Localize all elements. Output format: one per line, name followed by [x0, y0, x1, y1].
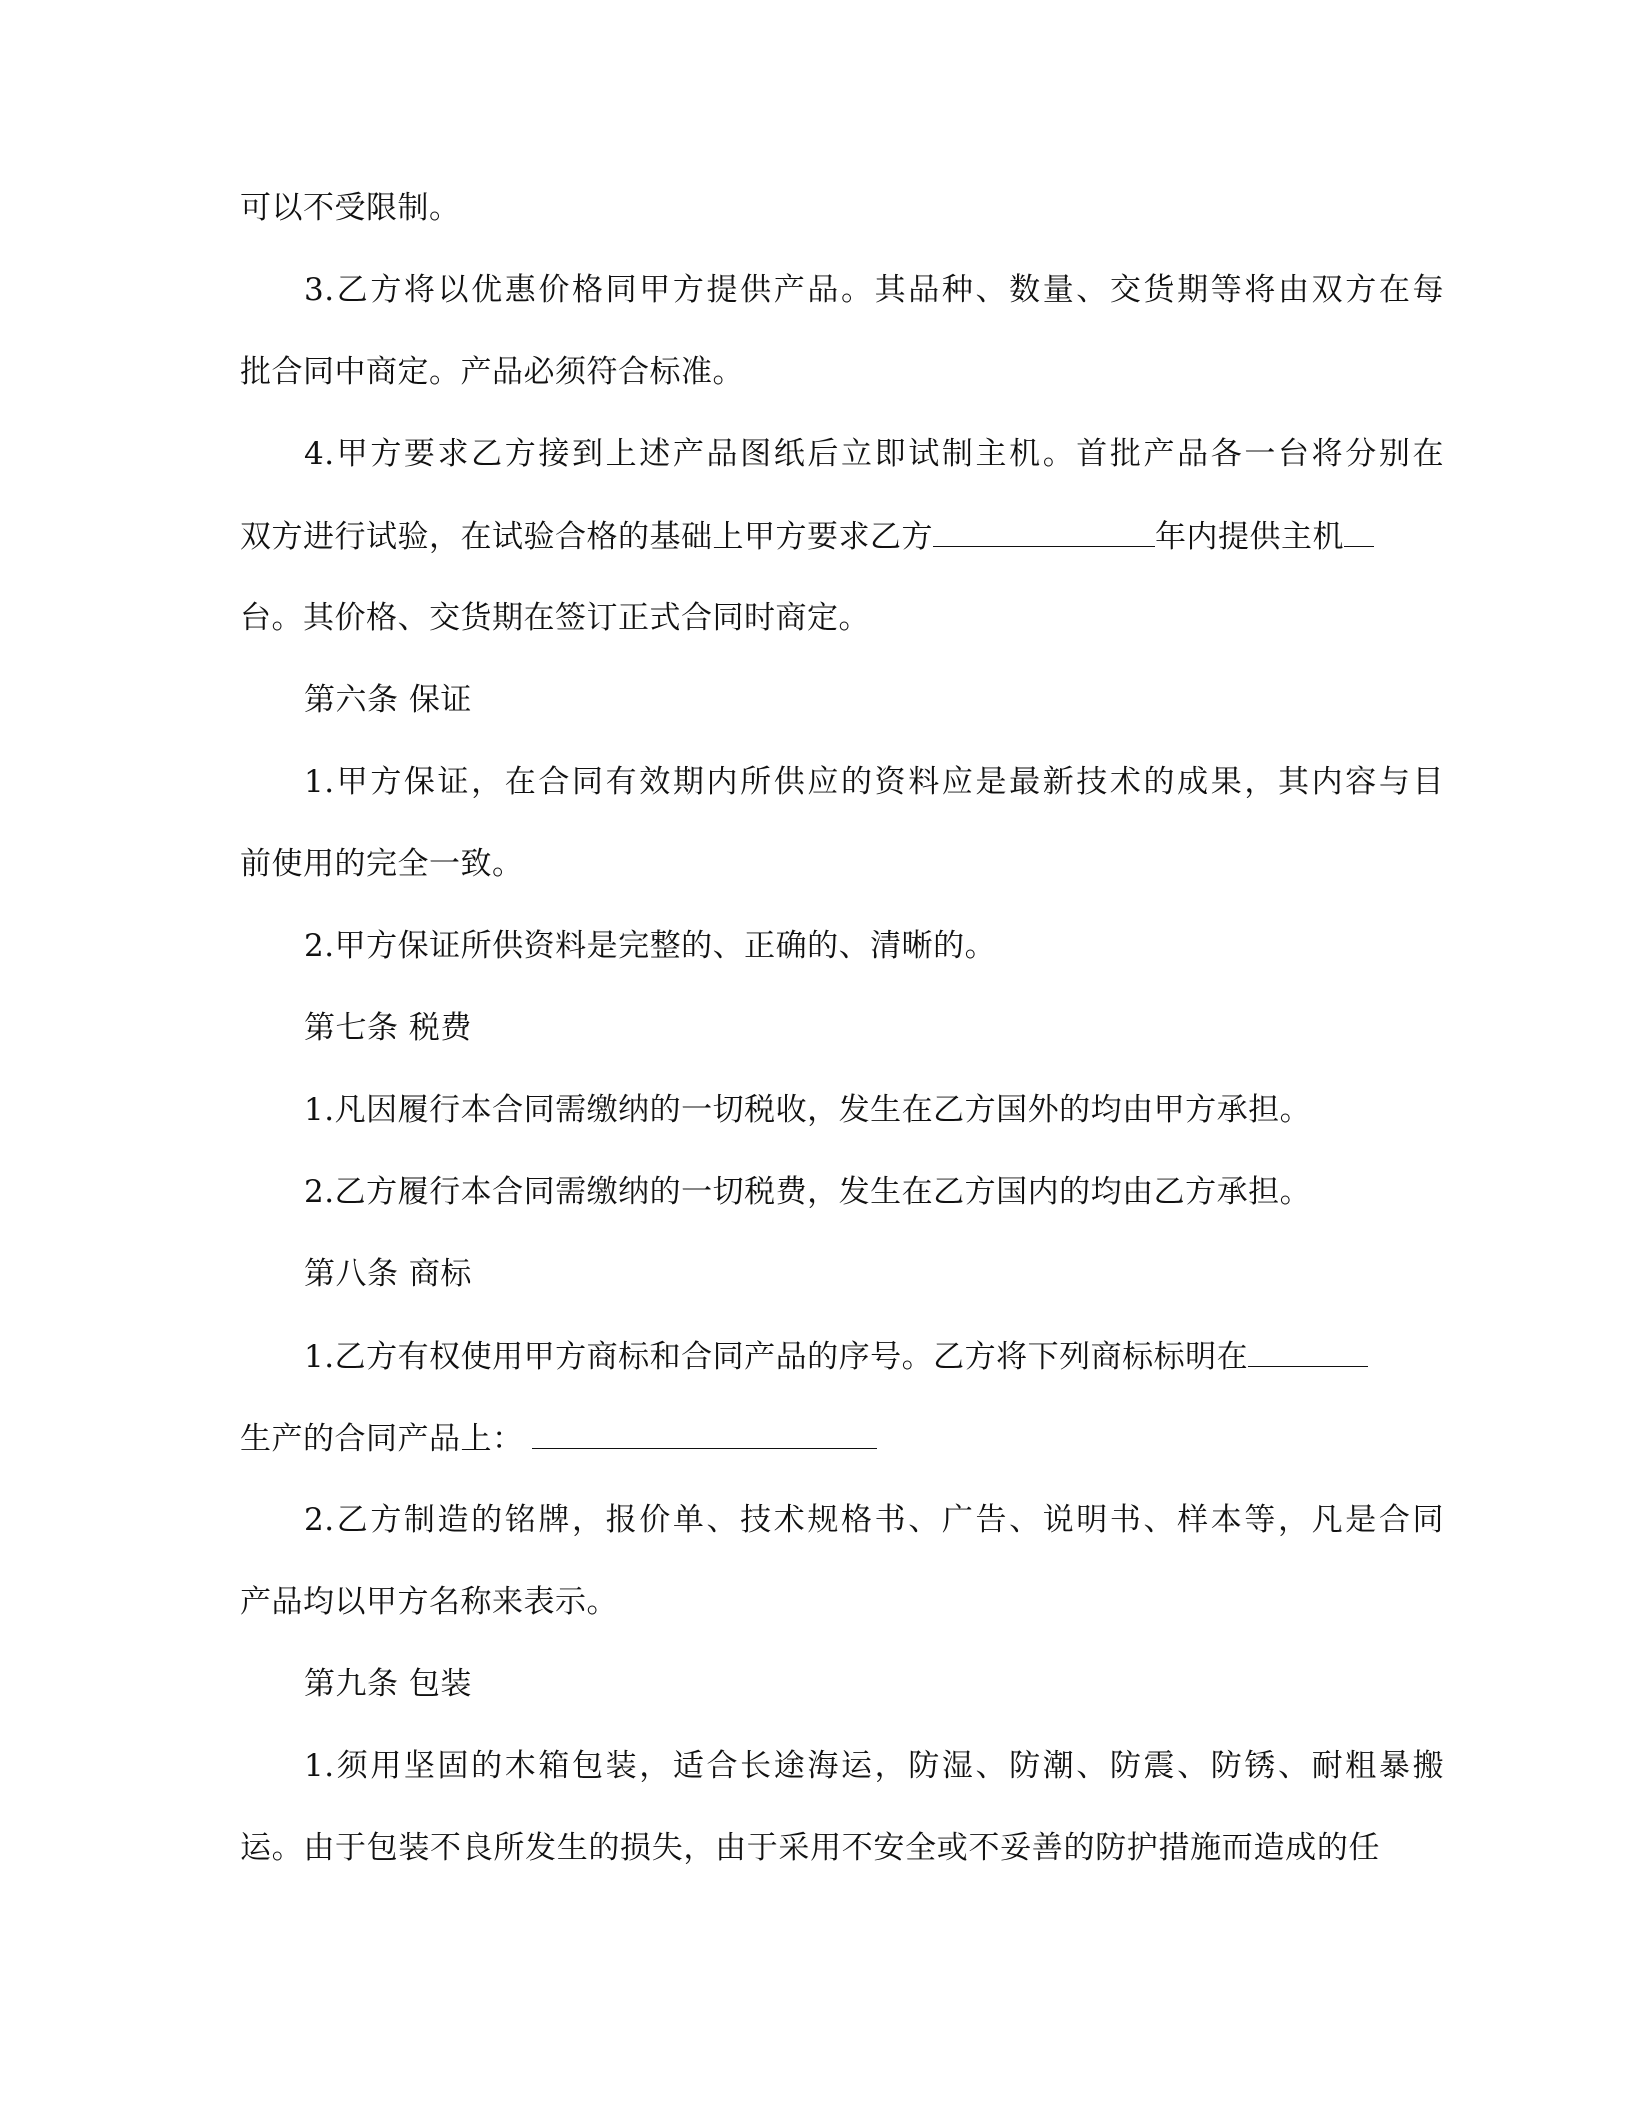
text-line: 2.甲方保证所供资料是完整的、正确的、清晰的。 [304, 928, 997, 964]
section-heading: 第七条 税费 [304, 1010, 472, 1046]
text-segment: 年内提供主机 [1155, 519, 1344, 555]
text-segment: 双方进行试验，在试验合格的基础上甲方要求乙方 [240, 519, 933, 555]
section-heading: 第九条 包装 [304, 1666, 472, 1702]
fill-in-blank [1344, 516, 1374, 547]
fill-in-blank [933, 516, 1155, 547]
text-line-with-blanks [240, 516, 1380, 557]
text-segment: 生产的合同产品上： [240, 1421, 524, 1457]
text-line: 台。其价格、交货期在签订正式合同时商定。 [240, 600, 870, 636]
text-line: 1.凡因履行本合同需缴纳的一切税收，发生在乙方国外的均由甲方承担。 [304, 1092, 1312, 1128]
text-line: 4.甲方要求乙方接到上述产品图纸后立即试制主机。首批产品各一台将分别在 [304, 436, 1444, 472]
section-heading: 第六条 保证 [304, 682, 472, 718]
text-line: 运。由于包装不良所发生的损失，由于采用不安全或不妥善的防护措施而造成的任 [240, 1830, 1380, 1866]
text-line: 前使用的完全一致。 [240, 846, 524, 882]
text-line: 1.须用坚固的木箱包装，适合长途海运，防湿、防潮、防震、防锈、耐粗暴搬 [304, 1748, 1444, 1784]
text-line: 1.甲方保证，在合同有效期内所供应的资料应是最新技术的成果，其内容与目 [304, 764, 1444, 800]
document-page [240, 0, 1444, 2112]
text-line: 产品均以甲方名称来表示。 [240, 1584, 618, 1620]
text-line: 批合同中商定。产品必须符合标准。 [240, 354, 744, 390]
text-line-with-blanks [240, 1418, 1380, 1459]
text-line: 2.乙方履行本合同需缴纳的一切税费，发生在乙方国内的均由乙方承担。 [304, 1174, 1312, 1210]
text-line: 2.乙方制造的铭牌，报价单、技术规格书、广告、说明书、样本等，凡是合同 [304, 1502, 1444, 1538]
fill-in-blank [1248, 1336, 1368, 1367]
fill-in-blank [532, 1418, 877, 1449]
text-line: 3.乙方将以优惠价格同甲方提供产品。其品种、数量、交货期等将由双方在每 [304, 272, 1444, 308]
text-line-with-blanks [240, 1336, 1444, 1377]
text-segment: 1.乙方有权使用甲方商标和合同产品的序号。乙方将下列商标标明在 [304, 1339, 1249, 1375]
text-line: 可以不受限制。 [240, 190, 461, 226]
section-heading: 第八条 商标 [304, 1256, 472, 1292]
